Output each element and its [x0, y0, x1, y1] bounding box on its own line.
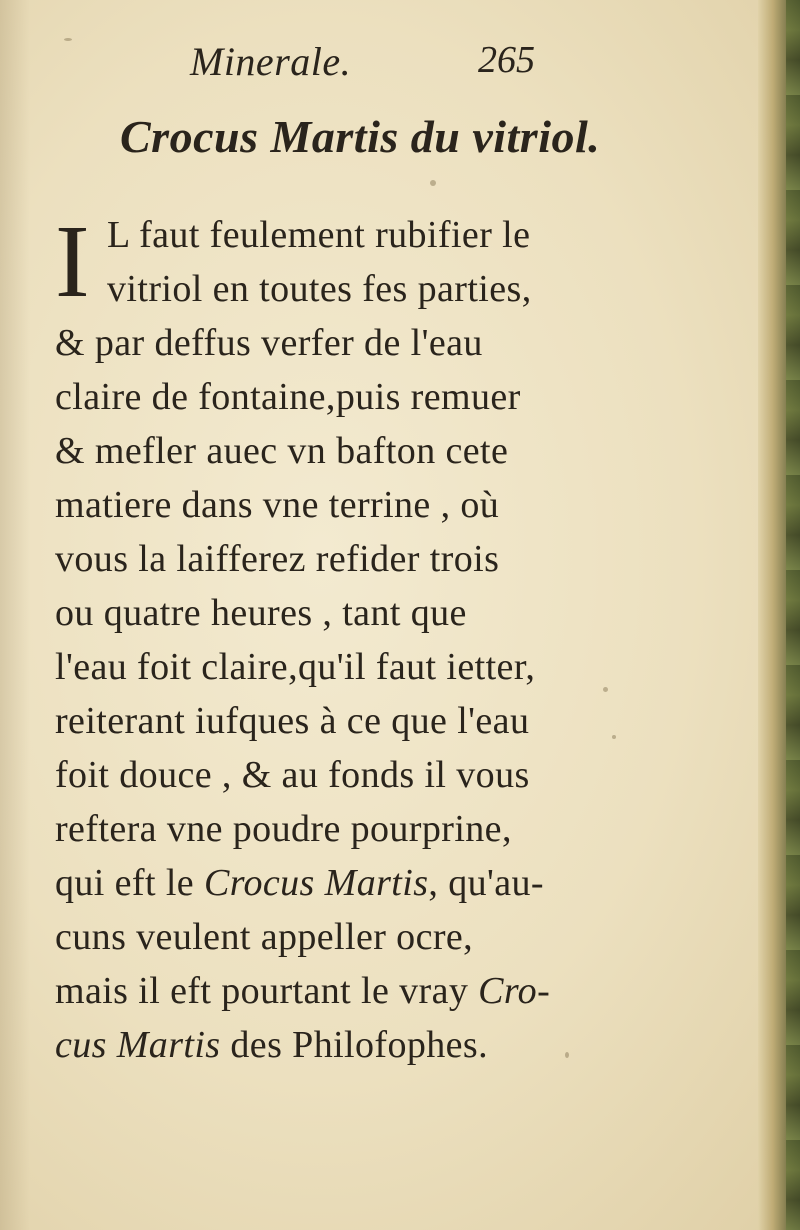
text-segment: qui eft le — [55, 862, 204, 904]
text-segment: mais il eft pourtant le vray — [55, 970, 479, 1012]
italic-term: cus Martis — [55, 1024, 221, 1066]
text-line: reiterant iufques à ce que l'eau — [55, 700, 530, 742]
text-line — [55, 964, 555, 1018]
text-line: reftera vne poudre pourprine, — [55, 808, 512, 850]
section-title: Crocus Martis du vitriol. — [120, 111, 601, 162]
text-segment: des Philofophes. — [220, 1024, 489, 1066]
text-line — [55, 856, 555, 910]
text-line: claire de fontaine,puis remuer — [55, 376, 521, 418]
page-edge-shadow — [0, 0, 30, 1230]
body-text — [55, 204, 555, 1072]
italic-term: Crocus Martis — [203, 862, 429, 904]
text-line: l'eau foit claire,qu'il faut ietter, — [55, 646, 536, 688]
running-head: Minerale. — [190, 39, 352, 84]
text-line: & par deffus verfer de l'eau — [55, 322, 483, 364]
text-line: vous la laifferez refider trois — [55, 538, 500, 580]
page-number: 265 — [478, 39, 535, 81]
text-line: ou quatre heures , tant que — [55, 592, 467, 634]
drop-capital: I — [55, 204, 90, 319]
adjacent-page-edge — [786, 0, 800, 1230]
text-line: cuns veulent appeller ocre, — [55, 916, 474, 958]
text-segment: , qu'au- — [428, 862, 544, 904]
text-line: matiere dans vne terrine , où — [55, 484, 500, 526]
text-line: L faut feulement rubifier le — [107, 214, 531, 256]
italic-term: Cro- — [478, 970, 551, 1012]
page-header — [190, 30, 590, 90]
text-line: vitriol en toutes fes parties, — [107, 268, 532, 310]
text-line — [55, 1018, 555, 1072]
text-line: foit douce , & au fonds il vous — [55, 754, 530, 796]
text-line: & mefler auec vn bafton cete — [55, 430, 509, 472]
